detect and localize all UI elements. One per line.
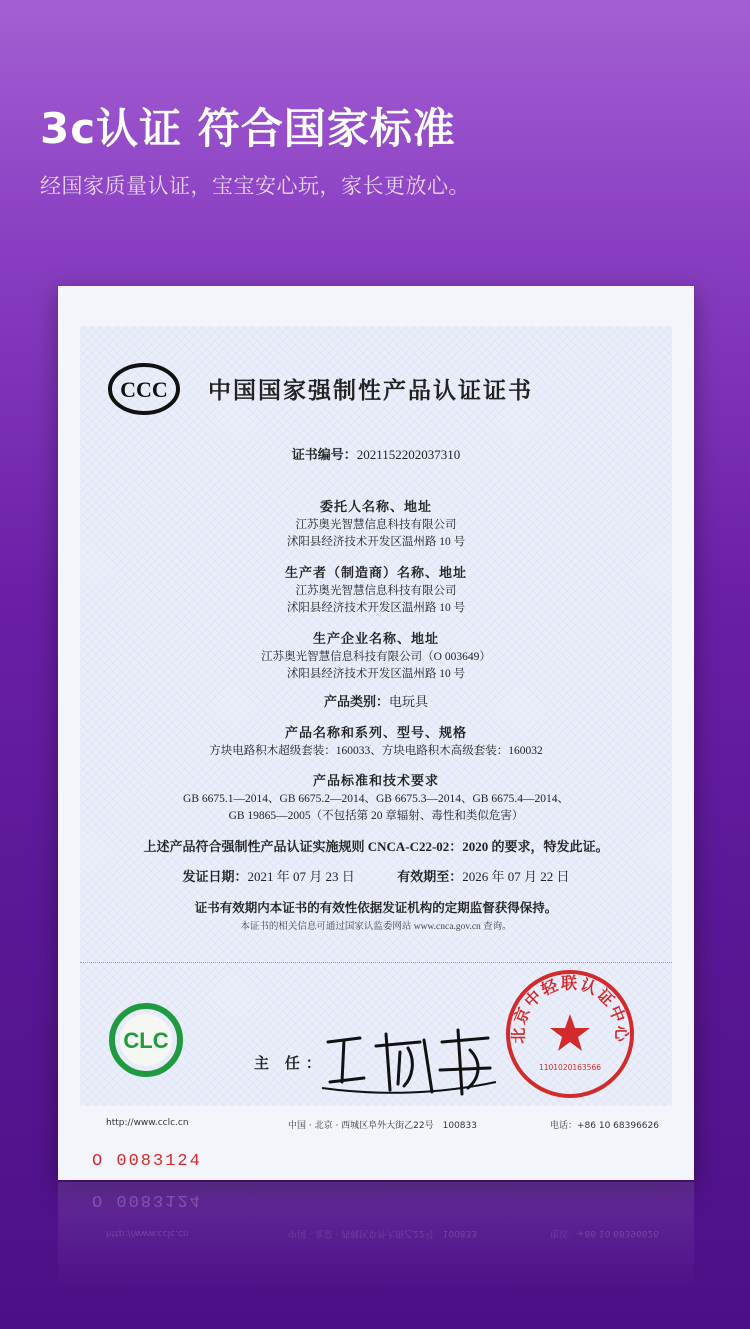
category-value: 电玩具 (389, 694, 429, 709)
standards-line-1: GB 6675.1—2014、GB 6675.2—2014、GB 6675.3—2014、GB 6675.4—2014、 (183, 793, 569, 805)
applicant-address: 沭阳县经济技术开发区温州路 10 号 (286, 536, 466, 548)
dates-row (58, 866, 694, 885)
manufacturer-heading: 生产者（制造商）名称、地址 (284, 565, 467, 580)
product-heading: 产品名称和系列、型号、规格 (284, 725, 467, 740)
seal-number: 1101020163566 (538, 1063, 602, 1072)
factory-name: 江苏奥光智慧信息科技有限公司（O 003649） (261, 651, 491, 663)
serial-number: O 0083124 (92, 1152, 202, 1171)
reflected-footer-website: http://www.cclc.cn (106, 1228, 189, 1238)
certificate-card (58, 286, 694, 1180)
expiry-date-label: 有效期至： (397, 869, 463, 884)
ccc-logo-text: CCC (120, 377, 168, 402)
certificate-reflection (58, 1182, 694, 1322)
ccc-logo (108, 362, 180, 416)
footer-address: 中国 · 北京 · 西城区阜外大街乙22号 100833 (288, 1121, 477, 1131)
clc-logo-text: CLC (123, 1028, 169, 1053)
footer-website: http://www.cclc.cn (106, 1118, 189, 1128)
page-subtitle: 经国家质量认证，宝宝安心玩，家长更放心。 (40, 174, 470, 198)
factory-heading: 生产企业名称、地址 (312, 631, 439, 646)
reflected-footer-address: 中国 · 北京 · 西城区阜外大街乙22号 100833 (288, 1228, 477, 1238)
certification-seal (502, 966, 638, 1102)
seal-star-icon (550, 1014, 590, 1051)
product-models: 方块电路积木超级套装：160033、方块电路积木高级套装：160032 (209, 745, 543, 757)
director-signature (320, 1012, 500, 1102)
reflected-serial-number: O 0083124 (92, 1190, 202, 1209)
certificate-divider (80, 962, 672, 963)
category-label: 产品类别： (323, 694, 389, 709)
footer-phone: 电话：+86 10 68396626 (550, 1121, 659, 1131)
factory-address: 沭阳县经济技术开发区温州路 10 号 (286, 668, 466, 680)
seal-text: 北京中轻联认证中心 (508, 973, 632, 1044)
page-title: 3c认证 符合国家标准 (40, 104, 456, 153)
expiry-date: 2026 年 07 月 22 日 (462, 869, 570, 884)
certificate-number: 2021152202037310 (356, 447, 461, 462)
applicant-name: 江苏奥光智慧信息科技有限公司 (295, 519, 457, 531)
manufacturer-address: 沭阳县经济技术开发区温州路 10 号 (286, 602, 466, 614)
inquiry-note: 本证书的相关信息可通过国家认监委网站 www.cnca.gov.cn 查询。 (240, 922, 512, 932)
manufacturer-name: 江苏奥光智慧信息科技有限公司 (295, 585, 457, 597)
certificate-number-row (58, 444, 694, 463)
validity-note: 证书有效期内本证书的有效性依据发证机构的定期监督获得保持。 (194, 901, 558, 915)
certificate-title: 中国国家强制性产品认证证书 (208, 378, 533, 403)
issue-date: 2021 年 07 月 23 日 (247, 869, 355, 884)
issue-date-label: 发证日期： (182, 869, 248, 884)
certificate-number-label: 证书编号： (291, 447, 357, 462)
clc-logo (108, 1002, 184, 1078)
director-label: 主 任： (254, 1056, 327, 1072)
reflected-footer-phone: 电话：+86 10 68396626 (550, 1228, 659, 1238)
compliance-statement: 上述产品符合强制性产品认证实施规则 CNCA-C22-02：2020 的要求，特发此证。 (143, 839, 609, 854)
standards-heading: 产品标准和技术要求 (312, 773, 439, 788)
standards-line-2: GB 19865—2005（不包括第 20 章辐射、毒性和类似危害） (228, 810, 524, 822)
applicant-heading: 委托人名称、地址 (319, 499, 432, 514)
category-row (58, 691, 694, 710)
